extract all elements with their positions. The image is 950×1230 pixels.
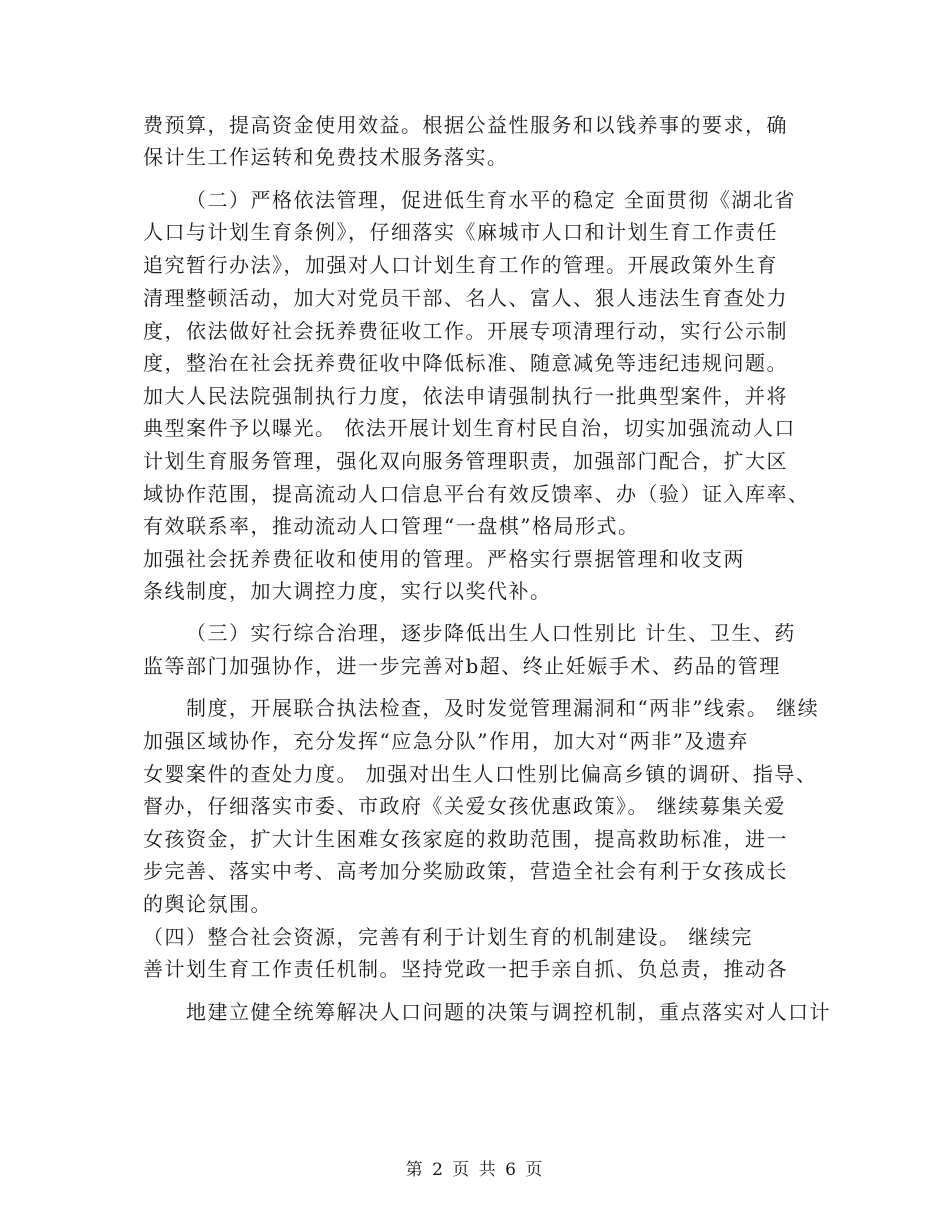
page-label-prefix: 第	[405, 1160, 425, 1180]
body-text-line: 度，整治在社会抚养费征收中降低标准、随意减免等违纪违规问题。	[143, 351, 788, 375]
page-footer	[0, 1155, 950, 1180]
body-text-line: 域协作范围，提高流动人口信息平台有效反馈率、办（验）证入库率、	[143, 482, 810, 506]
body-text-line: 度，依法做好社会抚养费征收工作。开展专项清理行动，实行公示制	[143, 319, 788, 343]
body-text-line: 加强社会抚养费征收和使用的管理。严格实行票据管理和收支两	[143, 547, 745, 571]
body-text-line: 督办，仔细落实市委、市政府《关爱女孩优惠政策》。 继续募集关爱	[143, 794, 786, 818]
body-text-line: 步完善、落实中考、高考加分奖励政策，营造全社会有利于女孩成长	[143, 859, 788, 883]
section-heading-2: （二）严格依法管理，促进低生育水平的稳定 全面贯彻《湖北省	[186, 188, 796, 212]
page-label-mid: 页	[452, 1160, 472, 1180]
body-text-line: 善计划生育工作责任机制。坚持党政一把手亲自抓、负总责，推动各	[143, 957, 788, 981]
body-text-line: （三）实行综合治理，逐步降低出生人口性别比 计生、卫生、药	[186, 621, 796, 645]
body-text-line: 人口与计划生育条例》，仔细落实《麻城市人口和计划生育工作责任	[143, 220, 778, 244]
body-text-line: 计划生育服务管理，强化双向服务管理职责，加强部门配合，扩大区	[143, 449, 788, 473]
body-text-line: 有效联系率，推动流动人口管理“一盘棋”格局形式。	[143, 514, 640, 538]
body-text-line: 费预算，提高资金使用效益。根据公益性服务和以钱养事的要求，确	[143, 113, 788, 137]
page-label-suffix: 页	[525, 1160, 545, 1180]
body-text-line: 条线制度，加大调控力度，实行以奖代补。	[143, 579, 552, 603]
body-text-line: 女婴案件的查处力度。 加强对出生人口性别比偏高乡镇的调研、指导、	[143, 762, 818, 786]
body-text-line: 的舆论氛围。	[143, 892, 272, 916]
body-text-line: 典型案件予以曝光。 依法开展计划生育村民自治，切实加强流动人口	[143, 416, 796, 440]
body-text-line: 女孩资金，扩大计生困难女孩家庭的救助范围，提高救助标准，进一	[143, 827, 788, 851]
page-label-total-prefix: 共	[478, 1160, 498, 1180]
current-page-number: 2	[432, 1160, 445, 1180]
body-text-line: 加强区域协作，充分发挥“应急分队”作用，加大对“两非”及遗弃	[143, 729, 749, 753]
body-text-line: 保计生工作运转和免费技术服务落实。	[143, 145, 509, 169]
total-pages-number: 6	[505, 1160, 518, 1180]
body-text-line: 监等部门加强协作，进一步完善对b超、终止妊娠手术、药品的管理	[143, 654, 781, 678]
body-text-line: 清理整顿活动，加大对党员干部、名人、富人、狠人违法生育查处力	[143, 286, 788, 310]
section-heading-4: 地建立健全统筹解决人口问题的决策与调控机制，重点落实对人口计	[186, 1000, 831, 1024]
section-heading-3: 制度，开展联合执法检查，及时发觉管理漏洞和“两非”线索。 继续	[186, 696, 820, 720]
body-text-line: 加大人民法院强制执行力度，依法申请强制执行一批典型案件，并将	[143, 384, 788, 408]
body-text-line: 追究暂行办法》，加强对人口计划生育工作的管理。开展政策外生育	[143, 253, 778, 277]
body-text-line: （四）整合社会资源，完善有利于计划生育的机制建设。 继续完	[143, 925, 753, 949]
